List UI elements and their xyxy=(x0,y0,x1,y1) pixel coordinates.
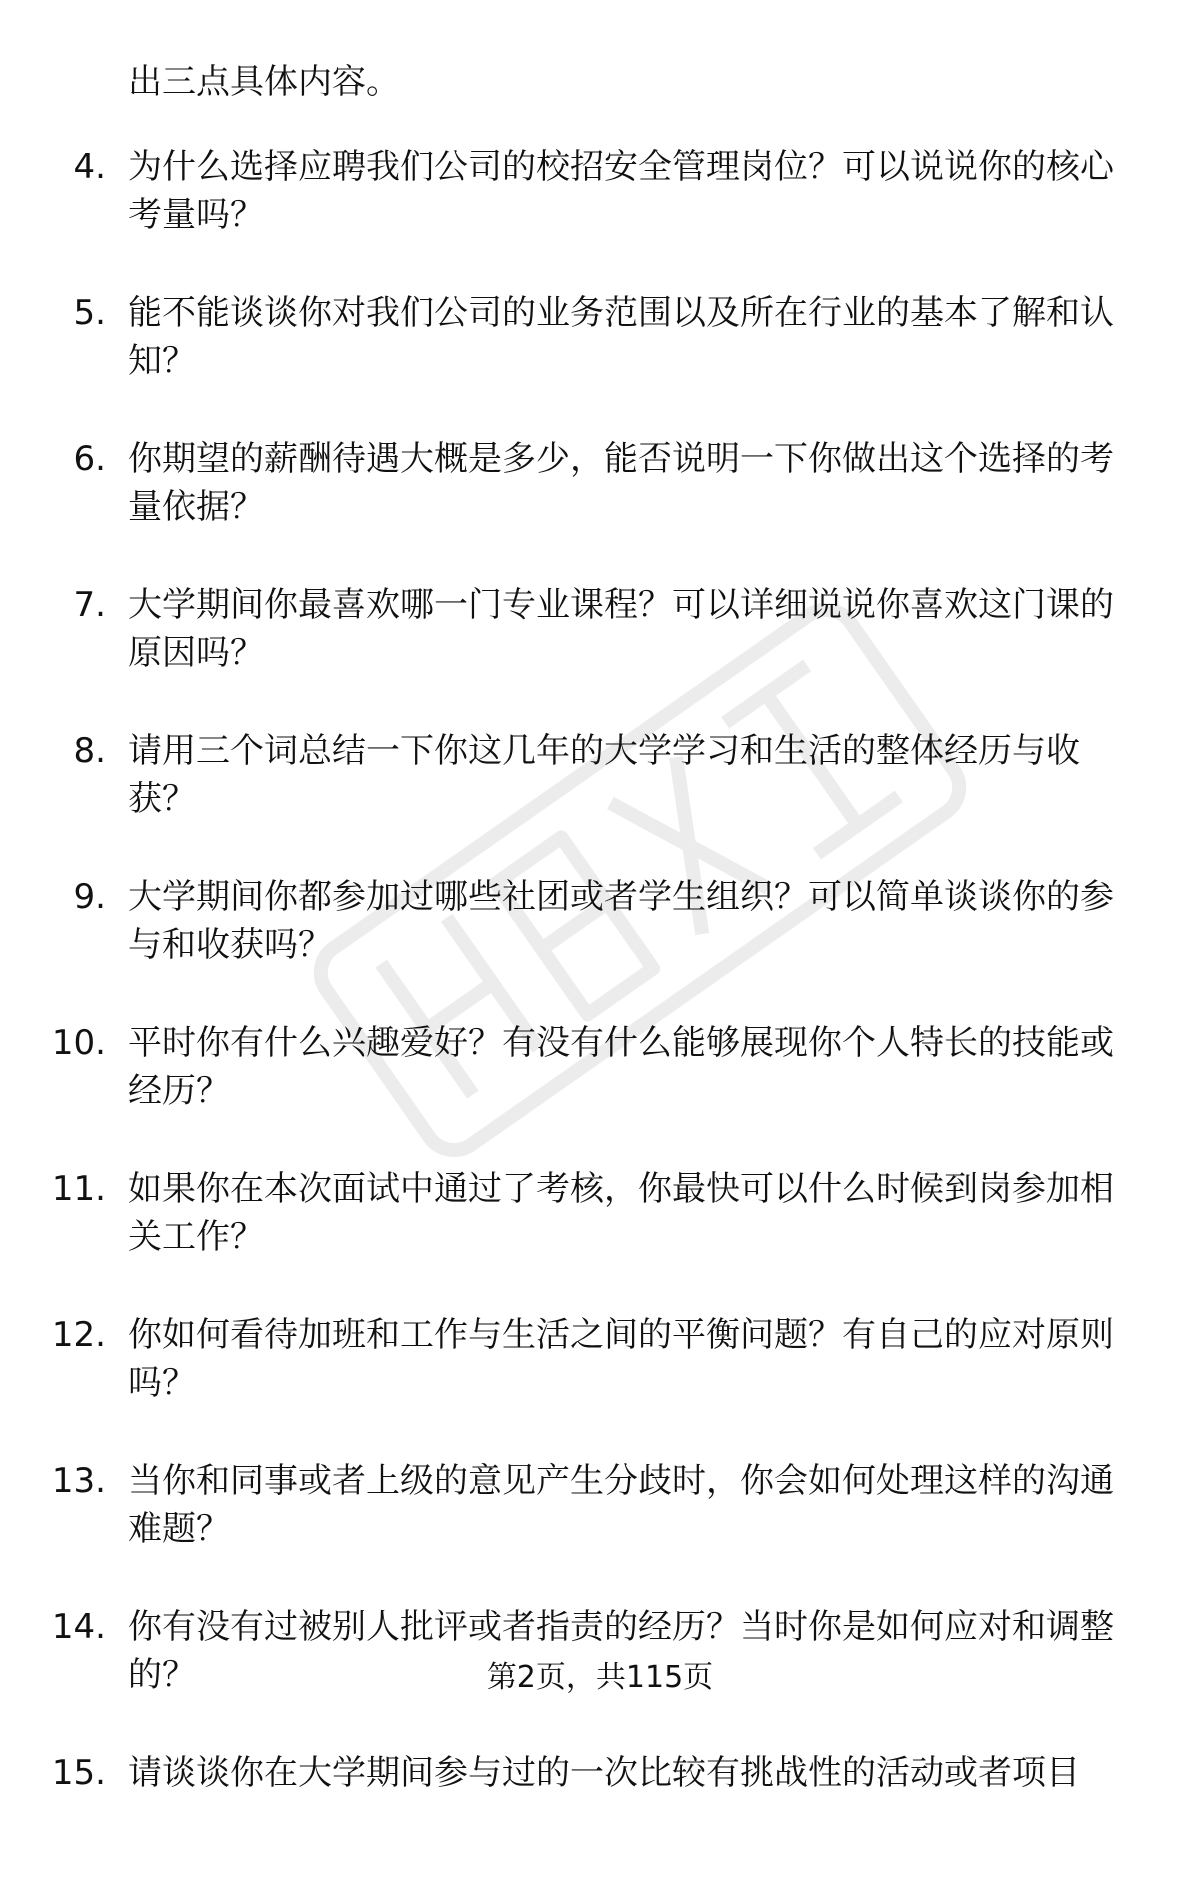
question-text: 大学期间你最喜欢哪一门专业课程？可以详细说说你喜欢这门课的原因吗？ xyxy=(128,585,1114,673)
question-number: 14. xyxy=(51,1607,106,1647)
question-text: 请谈谈你在大学期间参与过的一次比较有挑战性的活动或者项目 xyxy=(128,1753,1080,1793)
question-text: 你如何看待加班和工作与生活之间的平衡问题？有自己的应对原则吗？ xyxy=(128,1315,1114,1403)
question-number: 10. xyxy=(51,1023,106,1063)
list-item xyxy=(0,1457,1200,1603)
list-item xyxy=(0,1019,1200,1165)
page-footer: 第2页，共115页 xyxy=(486,1660,714,1695)
question-number: 8. xyxy=(73,731,106,771)
list-item xyxy=(0,727,1200,873)
question-number: 5. xyxy=(73,293,106,333)
question-text: 能不能谈谈你对我们公司的业务范围以及所在行业的基本了解和认知？ xyxy=(128,293,1114,381)
question-text: 你期望的薪酬待遇大概是多少，能否说明一下你做出这个选择的考量依据？ xyxy=(128,439,1114,527)
question-text: 大学期间你都参加过哪些社团或者学生组织？可以简单谈谈你的参与和收获吗？ xyxy=(128,877,1114,965)
question-number: 13. xyxy=(51,1461,106,1501)
question-number: 9. xyxy=(73,877,106,917)
question-text: 如果你在本次面试中通过了考核，你最快可以什么时候到岗参加相关工作？ xyxy=(128,1169,1114,1257)
list-item xyxy=(0,1165,1200,1311)
list-item xyxy=(0,1311,1200,1457)
question-text: 当你和同事或者上级的意见产生分歧时，你会如何处理这样的沟通难题？ xyxy=(128,1461,1114,1549)
question-number: 4. xyxy=(73,147,106,187)
question-text: 平时你有什么兴趣爱好？有没有什么能够展现你个人特长的技能或经历？ xyxy=(128,1023,1114,1111)
question-number: 7. xyxy=(73,585,106,625)
question-list xyxy=(0,143,1200,1895)
question-number: 6. xyxy=(73,439,106,479)
list-item xyxy=(0,289,1200,435)
question-number: 11. xyxy=(51,1169,106,1209)
question-text: 请用三个词总结一下你这几年的大学学习和生活的整体经历与收获？ xyxy=(128,731,1080,819)
list-item xyxy=(0,873,1200,1019)
list-item xyxy=(0,435,1200,581)
question-number: 15. xyxy=(51,1753,106,1793)
list-item xyxy=(0,581,1200,727)
question-number: 12. xyxy=(51,1315,106,1355)
question-text: 你有没有过被别人批评或者指责的经历？当时你是如何应对和调整的？ xyxy=(128,1607,1114,1695)
continuation-text: 出三点具体内容。 xyxy=(128,62,400,102)
question-text: 为什么选择应聘我们公司的校招安全管理岗位？可以说说你的核心考量吗？ xyxy=(128,147,1114,235)
list-item xyxy=(0,143,1200,289)
list-item xyxy=(0,1749,1200,1895)
